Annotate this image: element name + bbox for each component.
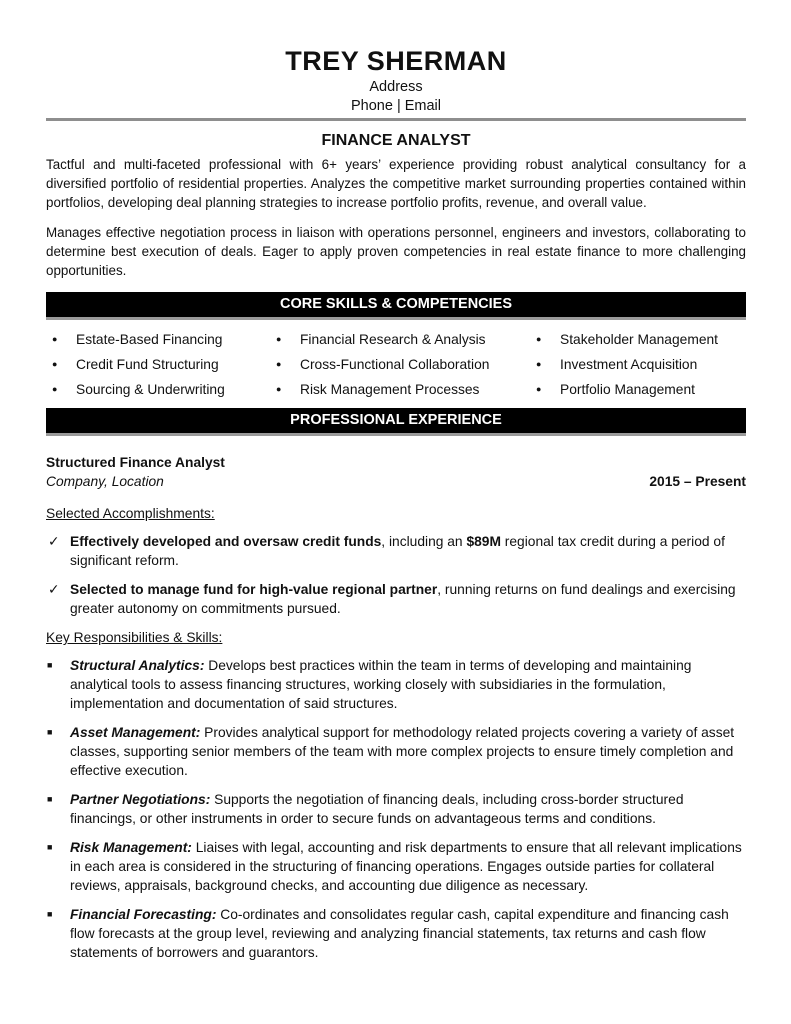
experience-heading: PROFESSIONAL EXPERIENCE [46,408,746,436]
skills-column [46,327,270,402]
responsibility-term: Partner Negotiations: [70,792,211,807]
resume-page [46,44,746,972]
square-bullet-icon: ■ [47,909,53,919]
skill-item: ● Credit Fund Structuring [46,352,270,377]
checkmark-icon: ✓ [48,582,60,597]
employment-dates: 2015 – Present [649,474,746,489]
phone-email-line: Phone | Email [350,98,441,114]
checkmark-icon: ✓ [48,534,60,549]
accomplishment-text: regional tax credit during a period of significant reform. [70,534,725,568]
responsibilities-list [46,656,746,962]
accomplishment-text: , running returns on fund dealings and exercising greater autonomy on commitments pursued. [70,582,736,616]
responsibility-text: Develops best practices within the team in terms of developing and maintaining analytical tools to assess financing structures, working closely with subsidiaries in the formulation, implementation and documentation of said structures. [70,658,692,711]
responsibility-term: Financial Forecasting: [70,907,217,922]
skills-column [530,327,746,402]
skill-item: ● Stakeholder Management [530,327,746,352]
accomplishment-bold: Effectively developed and oversaw credit funds [70,534,382,549]
skill-item: ● Cross-Functional Collaboration [270,352,530,377]
header-divider [46,118,746,121]
candidate-name: TREY SHERMAN [285,46,507,76]
square-bullet-icon: ■ [47,727,53,737]
summary-paragraph: Manages effective negotiation process in liaison with operations personnel, engineers and investors, collaborating to determine best execution of deals. Eager to apply proven competencies in real estate finance to more challenging opportunities. [46,225,746,278]
responsibility-item [46,656,746,713]
company-row [46,472,746,491]
summary-paragraph: Tactful and multi-faceted professional with 6+ years’ experience providing robust analytical consultancy for a diversified portfolio of residential properties. Analyzes the competitive market surrounding properties contained within portfolios, developing deal planning strategies to increase portfolio profits, revenue, and overall value. [46,157,746,210]
skill-item: ● Financial Research & Analysis [270,327,530,352]
responsibility-item [46,905,746,962]
accomplishment-item [46,532,746,570]
skills-grid [46,320,746,408]
skills-column [270,327,530,402]
responsibility-term: Structural Analytics: [70,658,205,673]
accomplishment-text: , including an [381,534,467,549]
square-bullet-icon: ■ [47,660,53,670]
square-bullet-icon: ■ [47,842,53,852]
skill-item: ● Sourcing & Underwriting [46,377,270,402]
responsibility-text: Supports the negotiation of financing deals, including cross-border structured financings, or other instruments in order to secure funds on advantageous terms and conditions. [70,792,684,826]
responsibility-term: Risk Management: [70,840,192,855]
resume-title: FINANCE ANALYST [321,132,471,149]
responsibility-item [46,790,746,828]
responsibility-text: Liaises with legal, accounting and risk departments to ensure that all relevant implications in each area is considered in the structuring of financing operations. Engages outside parties for collateral reviews, appraisals, background checks, and accounting due diligence as necessary. [70,840,742,893]
skill-item: ● Estate-Based Financing [46,327,270,352]
responsibilities-heading: Key Responsibilities & Skills: [46,630,223,645]
responsibility-item [46,723,746,780]
responsibility-text: Provides analytical support for methodology related projects covering a variety of asset classes, supporting senior members of the team with more complex projects to ensure timely completion and effective execution. [70,725,735,778]
job-title: Structured Finance Analyst [46,455,225,470]
accomplishment-item [46,580,746,618]
core-skills-heading: CORE SKILLS & COMPETENCIES [46,292,746,320]
address-line: Address [369,79,423,95]
accomplishments-heading: Selected Accomplishments: [46,506,215,521]
accomplishment-amount: $89M [466,534,501,549]
responsibility-text: Co-ordinates and consolidates regular cash, capital expenditure and financing cash flow forecasts at the group level, reviewing and analyzing financial statements, tax returns and cash flow statements of borrowers and guarantors. [70,907,729,960]
square-bullet-icon: ■ [47,794,53,804]
skill-item: ● Portfolio Management [530,377,746,402]
accomplishment-bold: Selected to manage fund for high-value regional partner [70,582,438,597]
responsibility-term: Asset Management: [70,725,201,740]
skill-item: ● Risk Management Processes [270,377,530,402]
skill-item: ● Investment Acquisition [530,352,746,377]
accomplishments-list [46,532,746,618]
summary-section [46,155,746,280]
company-location: Company, Location [46,474,164,489]
responsibility-item [46,838,746,895]
